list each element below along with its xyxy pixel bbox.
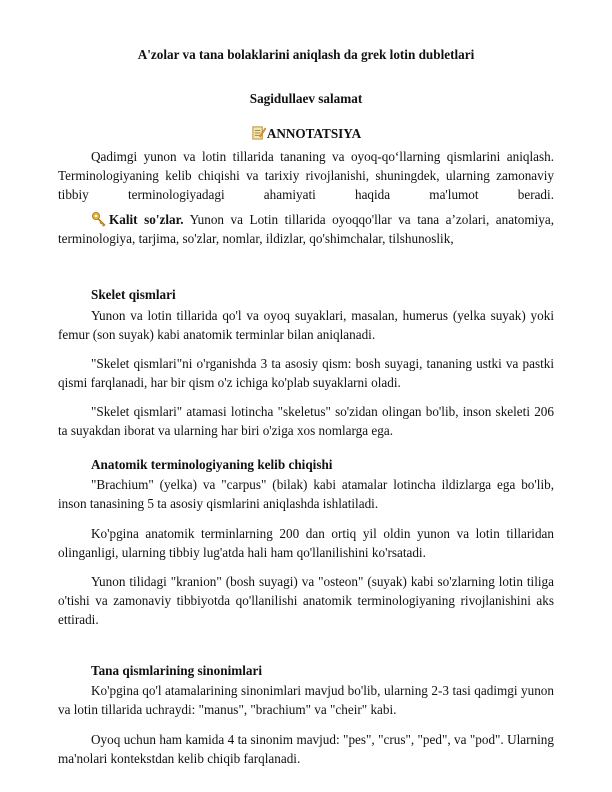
- section-anatomik-p2: [58, 524, 554, 562]
- section-skelet-p2: [58, 354, 554, 392]
- section-skelet-p3: [58, 402, 554, 440]
- memo-icon: [251, 125, 266, 140]
- annotation-heading-row: [0, 125, 612, 142]
- paragraph: "Brachium" (yelka) va "carpus" (bilak) kabi atamalar lotincha ildizlarga ega bo'lib, inson tanasining 5 ta asosiy qismlarini aniqlashda ishlatiladi.: [58, 477, 554, 511]
- keywords-paragraph: [58, 210, 554, 248]
- section-tana: [58, 681, 554, 719]
- paragraph: Oyoq uchun ham kamida 4 ta sinonim mavjud: "pes", "crus", "ped", va "pod". Ularning ma'nolari kontekstdan kelib chiqib farqlanadi.: [58, 732, 554, 766]
- section-heading-skelet: Skelet qismlari: [91, 287, 176, 302]
- keywords-text: Yunon va Lotin tillarida oyoqqo'llar va tana a’zolari, anatomiya, terminologiya, tarjima, so'zlar, nomlar, ildizlar, qo'shimchalar, tilshunoslik,: [58, 212, 554, 246]
- section-anatomik-p3: [58, 572, 554, 629]
- author-name: Sagidullaev salamat: [249, 91, 363, 106]
- paragraph: Yunon va lotin tillarida qo'l va oyoq suyaklari, masalan, humerus (yelka suyak) yoki femur (son suyak) kabi anatomik terminlar bilan aniqlanadi.: [58, 308, 554, 342]
- paragraph: "Skelet qismlari" atamasi lotincha "skeletus" so'zidan olingan bo'lib, inson skeleti 206 ta suyakdan iborat va ularning har biri o'ziga xos nomlarga ega.: [58, 404, 554, 438]
- paragraph: Ko'pgina anatomik terminlarning 200 dan ortiq yil oldin yunon va lotin tillaridan olinganligi, ularning tibbiy lug'atda hali ham qo'llanilishini ko'rsatadi.: [58, 526, 554, 560]
- paragraph: Yunon tilidagi "kranion" (bosh suyagi) va "osteon" (suyak) kabi so'zlarning lotin tiliga o'tishi va zamonaviy tibbiyotda qo'llanilishi anatomik terminologiyaning rivojlanishini aks ettiradi.: [58, 574, 554, 627]
- paragraph: "Skelet qismlari"ni o'rganishda 3 ta asosiy qism: bosh suyagi, tananing ustki va pastki qismi farqlanadi, har bir qism o'z ichiga ko'plab suyaklarni oladi.: [58, 356, 554, 390]
- section-skelet: [58, 306, 554, 344]
- section-tana-p2: [58, 730, 554, 768]
- keywords-label: Kalit so'zlar.: [109, 212, 184, 227]
- section-heading-tana: Tana qismlarining sinonimlari: [91, 663, 262, 678]
- annotation-heading: ANNOTATSIYA: [266, 126, 362, 141]
- paragraph: Ko'pgina qo'l atamalarining sinonimlari mavjud bo'lib, ularning 2-3 tasi qadimgi yunon va lotin tillarida uchraydi: "manus", "brachium" va "cheir" kabi.: [58, 683, 554, 717]
- document-title: A'zolar va tana bolaklarini aniqlash da grek lotin dubletlari: [137, 47, 475, 62]
- annotation-text: Qadimgi yunon va lotin tillarida tananing va oyoq-qo‘llarning qismlarini aniqlash. Terminologiyaning kelib chiqishi va tarixiy rivojlanishi, shuningdek, ularning zamonaviy tibbiy terminologiyadagi ahamiyati haqida ma'lumot beradi.: [58, 149, 554, 202]
- key-icon: [91, 211, 107, 227]
- section-heading-anatomik: Anatomik terminologiyaning kelib chiqishi: [91, 457, 333, 472]
- keywords-block: [58, 210, 554, 248]
- annotation-block: [58, 147, 554, 204]
- section-anatomik: [58, 475, 554, 513]
